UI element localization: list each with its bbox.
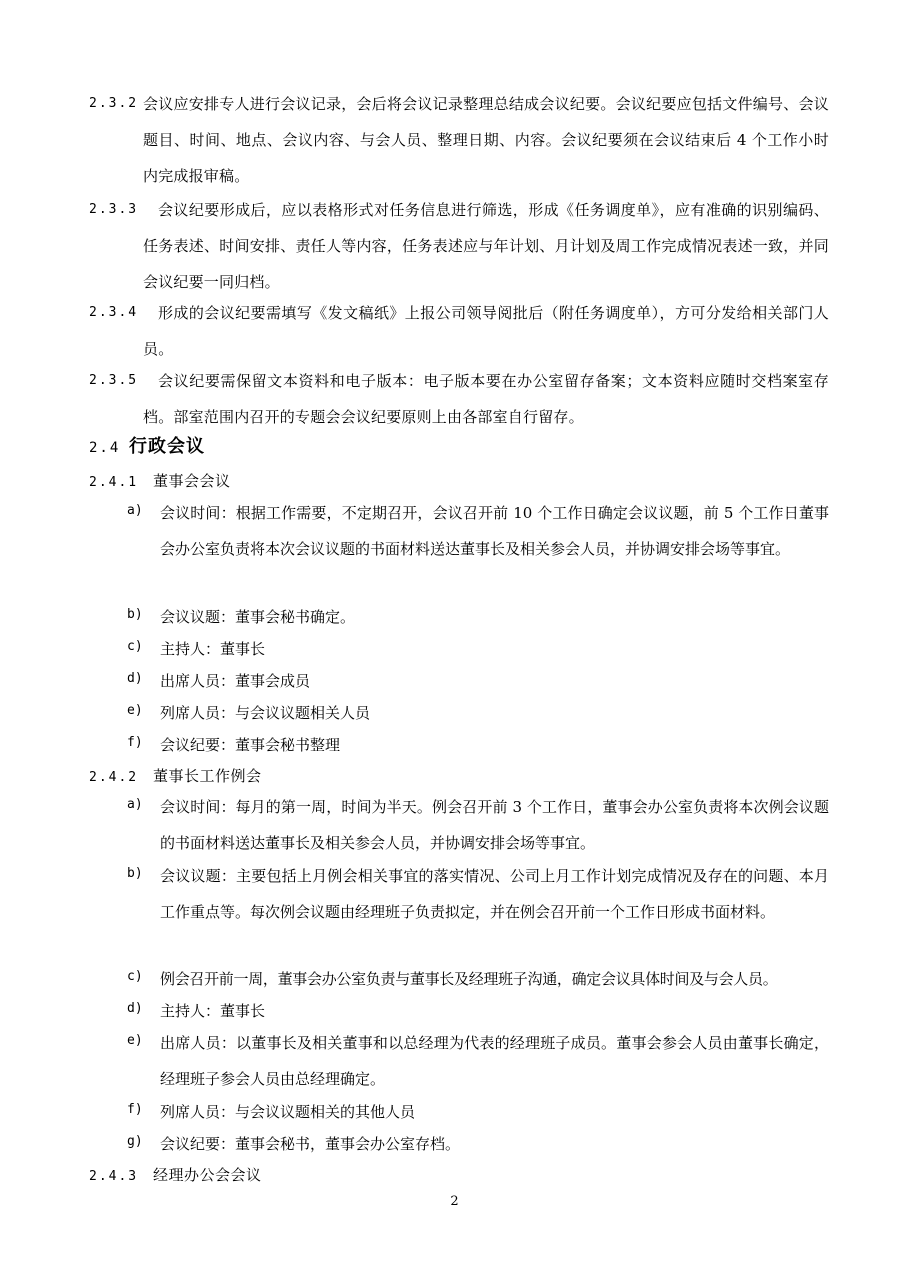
paragraph-number: 2.3.2 (89, 96, 139, 111)
list-item-label: a) (127, 797, 143, 812)
list-item-text: 会议议题：董事会秘书确定。 (160, 608, 356, 626)
list-item-label: b) (127, 866, 143, 881)
list-item (127, 961, 829, 997)
page-number: 2 (450, 1194, 459, 1209)
list-item (127, 495, 829, 567)
list-item (127, 1025, 829, 1097)
subsection-heading-2-4-3 (89, 1164, 262, 1185)
list-item-label: e) (127, 1033, 143, 1048)
list-item-label: g) (127, 1134, 143, 1149)
list-item (127, 993, 829, 1029)
list-item-text: 出席人员：董事会成员 (160, 672, 311, 690)
paragraph-number: 2.3.5 (89, 373, 139, 388)
list-item-text: 会议纪要：董事会秘书整理 (160, 736, 341, 754)
paragraph-text: 形成的会议纪要需填写《发文稿纸》上报公司领导阅批后（附任务调度单），方可分发给相关部门人员。 (143, 304, 829, 358)
paragraph-text: 会议应安排专人进行会议记录，会后将会议记录整理总结成会议纪要。会议纪要应包括文件编号、会议题目、时间、地点、会议内容、与会人员、整理日期、内容。会议纪要须在会议结束后 4 个工作小时内完成报审稿。 (143, 95, 829, 185)
list-item-label: b) (127, 607, 143, 622)
list-item-text: 会议议题：主要包括上月例会相关事宜的落实情况、公司上月工作计划完成情况及存在的问题、本月工作重点等。每次例会议题由经理班子负责拟定，并在例会召开前一个工作日形成书面材料。 (160, 867, 829, 921)
paragraph-number: 2.3.4 (89, 305, 139, 320)
list-item-label: a) (127, 503, 143, 518)
paragraph-2-3-2 (89, 86, 829, 194)
list-item (127, 663, 829, 699)
section-heading-2-4 (89, 432, 205, 458)
subsection-title: 董事长工作例会 (153, 767, 262, 785)
list-item-label: f) (127, 1102, 143, 1117)
list-item (127, 1126, 829, 1162)
paragraph-text: 会议纪要需保留文本资料和电子版本：电子版本要在办公室留存备案；文本资料应随时交档案室存档。部室范围内召开的专题会会议纪要原则上由各部室自行留存。 (143, 372, 829, 426)
subsection-title: 董事会会议 (153, 472, 231, 490)
list-item-text: 列席人员：与会议议题相关人员 (160, 704, 371, 722)
list-item-label: c) (127, 639, 143, 654)
list-item (127, 695, 829, 731)
list-item-text: 列席人员：与会议议题相关的其他人员 (160, 1103, 416, 1121)
paragraph-2-3-4 (89, 295, 829, 367)
list-item-text: 主持人：董事长 (160, 640, 266, 658)
paragraph-text: 会议纪要形成后，应以表格形式对任务信息进行筛选，形成《任务调度单》，应有准确的识别编码、任务表述、时间安排、责任人等内容，任务表述应与年计划、月计划及周工作完成情况表述一致，并同会议纪要一同归档。 (143, 201, 829, 291)
subsection-heading-2-4-1 (89, 470, 231, 491)
section-title: 行政会议 (129, 436, 205, 457)
list-item-label: e) (127, 703, 143, 718)
subsection-number: 2.4.2 (89, 770, 139, 785)
paragraph-number: 2.3.3 (89, 202, 139, 217)
list-item (127, 631, 829, 667)
subsection-number: 2.4.1 (89, 475, 139, 490)
list-item (127, 727, 829, 763)
subsection-title: 经理办公会会议 (153, 1166, 262, 1184)
list-item-label: d) (127, 671, 143, 686)
paragraph-2-3-3 (89, 192, 829, 300)
list-item (127, 858, 829, 930)
list-item-text: 会议纪要：董事会秘书，董事会办公室存档。 (160, 1135, 461, 1153)
list-item-label: c) (127, 969, 143, 984)
list-item (127, 789, 829, 861)
list-item-label: d) (127, 1001, 143, 1016)
list-item (127, 599, 829, 635)
list-item (127, 1094, 829, 1130)
subsection-heading-2-4-2 (89, 765, 262, 786)
list-item-text: 会议时间：根据工作需要，不定期召开，会议召开前 10 个工作日确定会议议题，前 5 个工作日董事会办公室负责将本次会议议题的书面材料送达董事长及相关参会人员，并协调安排会场等事宜。 (160, 504, 829, 558)
list-item-text: 例会召开前一周，董事会办公室负责与董事长及经理班子沟通，确定会议具体时间及与会人员。 (160, 970, 778, 988)
section-number: 2.4 (89, 440, 121, 456)
paragraph-2-3-5 (89, 363, 829, 435)
subsection-number: 2.4.3 (89, 1169, 139, 1184)
list-item-text: 会议时间：每月的第一周，时间为半天。例会召开前 3 个工作日，董事会办公室负责将本次例会议题的书面材料送达董事长及相关参会人员，并协调安排会场等事宜。 (160, 798, 829, 852)
list-item-label: f) (127, 735, 143, 750)
list-item-text: 出席人员：以董事长及相关董事和以总经理为代表的经理班子成员。董事会参会人员由董事长确定，经理班子参会人员由总经理确定。 (160, 1034, 829, 1088)
list-item-text: 主持人：董事长 (160, 1002, 266, 1020)
